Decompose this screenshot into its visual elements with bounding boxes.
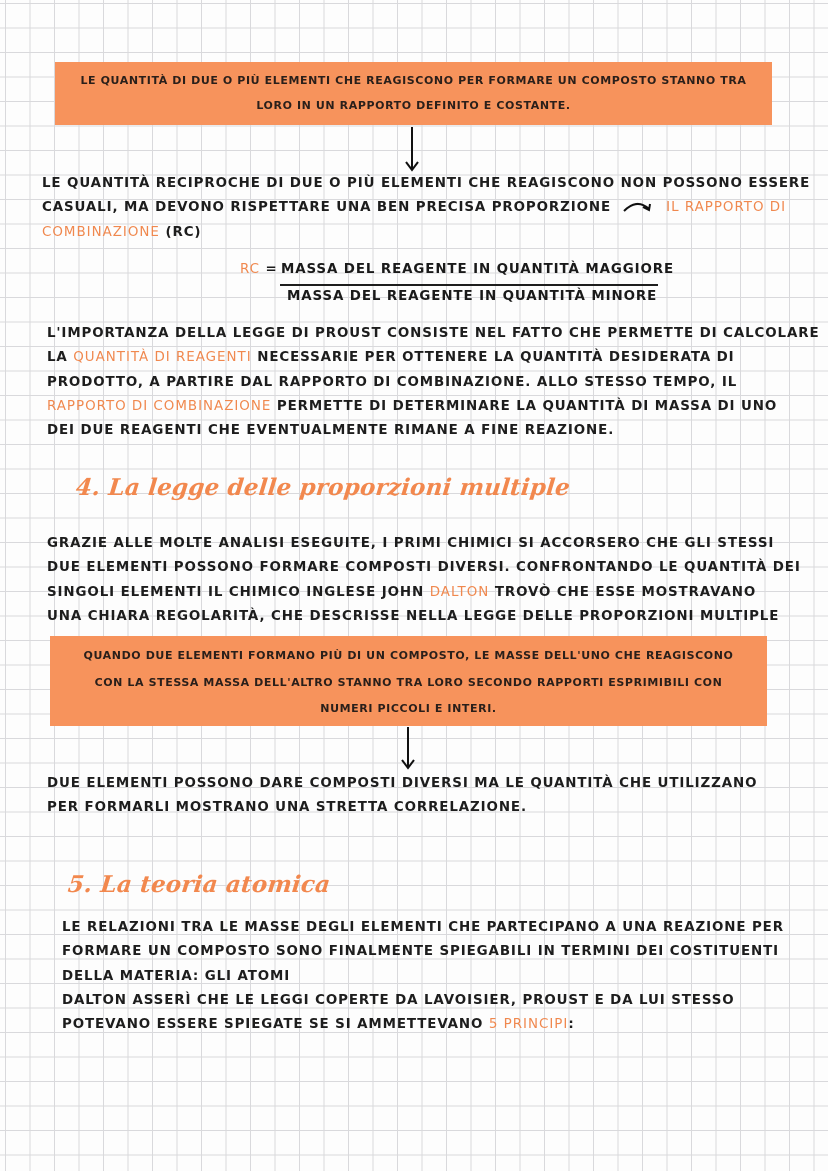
paragraph-dalton-multiple [47,532,801,629]
box-line: CON LA STESSA MASSA DELL'ALTRO STANNO TRA LORO SECONDO RAPPORTI ESPRIMIBILI CON [94,675,723,689]
text-span: TROVÒ CHE ESSE MOSTRAVANO [489,584,757,600]
text-span: POTEVANO ESSERE SPIEGATE SE SI AMMETTEVANO [62,1017,489,1033]
text-line: PER FORMARLI MOSTRANO UNA STRETTA CORRELAZIONE. [47,800,527,816]
formula-lhs: RC [240,262,260,277]
text-line [47,581,801,605]
text-span: LA [47,350,74,366]
text-line: UNA CHIARA REGOLARITÀ, CHE DESCRISSE NELLA LEGGE DELLE PROPORZIONI MULTIPLE [47,608,780,624]
text-line: L'IMPORTANZA DELLA LEGGE DI PROUST CONSISTE NEL FATTO CHE PERMETTE DI CALCOLARE [47,326,820,341]
text-span: SINGOLI ELEMENTI IL CHIMICO INGLESE JOHN [47,584,430,600]
highlight-text: DALTON [429,584,490,600]
text-line [42,221,810,245]
text-line: LE QUANTITÀ RECIPROCHE DI DUE O PIÙ ELEMENTI CHE REAGISCONO NON POSSONO ESSERE [42,176,811,191]
text-line: PRODOTTO, A PARTIRE DAL RAPPORTO DI COMBINAZIONE. ALLO STESSO TEMPO, IL [47,374,738,390]
text-line: LE RELAZIONI TRA LE MASSE DEGLI ELEMENTI CHE PARTECIPANO A UNA REAZIONE PER [62,920,784,935]
formula-numerator: MASSA DEL REAGENTE IN QUANTITÀ MAGGIORE [281,262,675,277]
highlight-text: 5 PRINCIPI [488,1017,569,1033]
highlight-text: QUANTITÀ DI REAGENTI [73,350,252,366]
text-line: DELLA MATERIA: GLI ATOMI [62,968,291,984]
down-arrow-icon [402,127,422,173]
fraction-bar [280,284,658,286]
section-heading-4: 4. La legge delle proporzioni multiple [74,474,572,501]
text-span: PERMETTE DI DETERMINARE LA QUANTITÀ DI MASSA DI UNO [271,398,778,414]
text-span: : [568,1017,575,1033]
text-line: FORMARE UN COMPOSTO SONO FINALMENTE SPIEGABILI IN TERMINI DEI COSTITUENTI [62,944,780,960]
text-span: NECESSARIE PER OTTENERE LA QUANTITÀ DESIDERATA DI [251,350,735,366]
text-span: CASUALI, MA DEVONO RISPETTARE UNA BEN PRECISA PROPORZIONE [42,200,612,216]
text-line [62,1013,784,1037]
section-heading-5: 5. La teoria atomica [66,871,332,898]
text-span: (RC) [159,224,202,240]
box-line: LE QUANTITÀ DI DUE O PIÙ ELEMENTI CHE REAGISCONO PER FORMARE UN COMPOSTO STANNO TRA [80,74,747,87]
box-line: NUMERI PICCOLI E INTERI. [320,702,497,715]
text-line: DALTON ASSERÌ CHE LE LEGGI COPERTE DA LAVOISIER, PROUST E DA LUI STESSO [62,992,735,1008]
text-line: GRAZIE ALLE MOLTE ANALISI ESEGUITE, I PRIMI CHIMICI SI ACCORSERO CHE GLI STESSI [47,536,775,551]
formula-equals: = [260,262,278,277]
text-line [47,346,820,370]
box-line: QUANDO DUE ELEMENTI FORMANO PIÙ DI UN COMPOSTO, LE MASSE DELL'UNO CHE REAGISCONO [83,649,734,662]
text-line: DEI DUE REAGENTI CHE EVENTUALMENTE RIMANE A FINE REAZIONE. [47,423,615,439]
paragraph-correlation [47,772,757,821]
text-line: DUE ELEMENTI POSSONO DARE COMPOSTI DIVERSI MA LE QUANTITÀ CHE UTILIZZANO [47,776,758,791]
highlight-text: IL RAPPORTO DI [666,200,787,216]
down-arrow-icon [398,727,418,773]
definition-box-proust [55,62,772,125]
text-line: DUE ELEMENTI POSSONO FORMARE COMPOSTI DIVERSI. CONFRONTANDO LE QUANTITÀ DEI [47,560,801,576]
paragraph-rc-intro [42,172,810,245]
curved-arrow-icon [621,200,655,214]
box-line: LORO IN UN RAPPORTO DEFINITO E COSTANTE. [256,99,571,112]
highlight-text: COMBINAZIONE [42,224,160,240]
formula-denominator: MASSA DEL REAGENTE IN QUANTITÀ MINORE [287,289,658,304]
highlight-text: RAPPORTO DI COMBINAZIONE [47,398,272,414]
definition-box-multiple-proportions [50,636,767,726]
text-line [47,395,820,419]
paragraph-proust-importance [47,322,820,443]
paragraph-atomic-theory [62,916,784,1037]
rc-formula [240,262,278,277]
text-line [42,196,810,220]
